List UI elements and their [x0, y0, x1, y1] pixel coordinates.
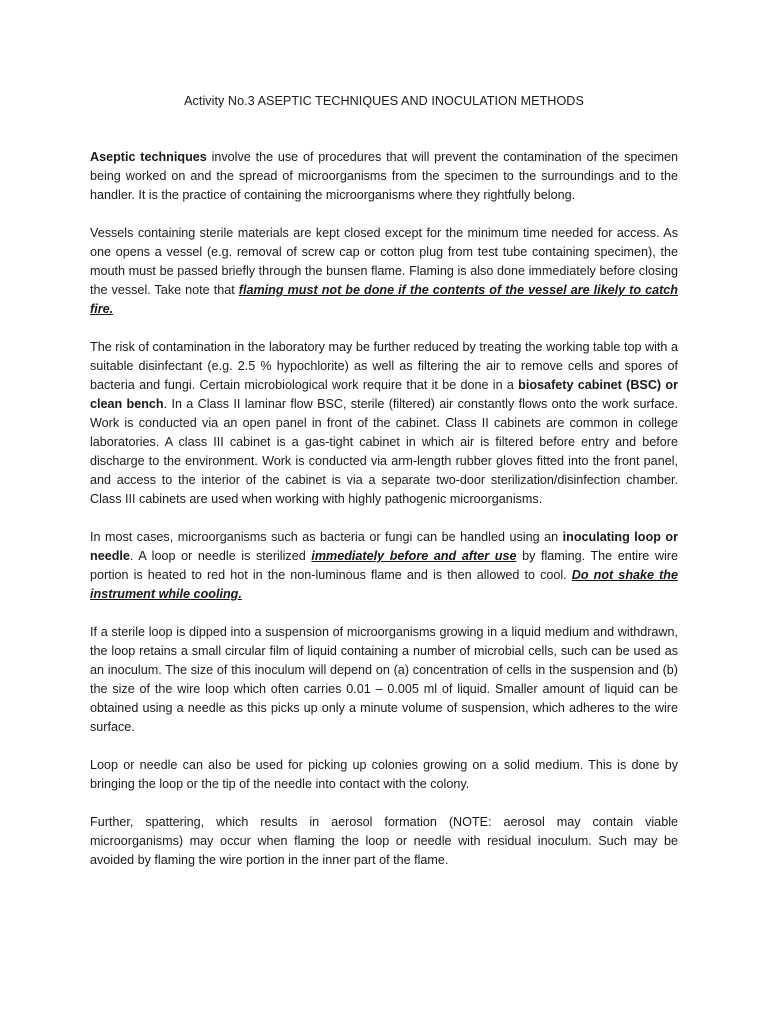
paragraph-text: In most cases, microorganisms such as bacteria or fungi can be handled using an — [90, 530, 563, 544]
paragraph-text: If a sterile loop is dipped into a suspension of microorganisms growing in a liquid medium and withdrawn, the loop retains a small circular film of liquid containing a number of microbial cells, such can be used as an inoculum. The size of this inoculum will depend on (a) concentration of cells in the suspension and (b) the size of the wire loop which often carries 0.01 – 0.005 ml of liquid. Smaller amount of liquid can be obtained using a needle as this picks up only a minute volume of suspension, which adheres to the wire surface. — [90, 625, 678, 734]
paragraph-aseptic-techniques — [90, 148, 678, 205]
term-inoculating-loop: inoculating loop or needle — [90, 530, 678, 563]
paragraph-text: . In a Class II laminar flow BSC, sterile (filtered) air constantly flows onto the work surface. Work is conducted via an open panel in front of the cabinet. Class II cabinets are common in college laboratories. A class III cabinet is a gas-tight cabinet in which air is filtered before entry and before discharge to the environment. Work is conducted via arm-length rubber gloves fitted into the front panel, and access to the interior of the cabinet is via a separate two-door sterilization/disinfection chamber. Class III cabinets are used when working with highly pathogenic microorganisms. — [90, 397, 678, 506]
paragraph-text: . A loop or needle is sterilized — [129, 549, 312, 563]
term-biosafety-cabinet: biosafety cabinet (BSC) or clean bench — [90, 378, 678, 411]
warning-do-not-shake: Do not shake the instrument while cooling. — [90, 568, 678, 601]
paragraph-text: Further, spattering, which results in aerosol formation (NOTE: aerosol may contain viable microorganisms) may occur when flaming the loop or needle with residual inoculum. Such may be avoided by flaming the wire portion in the inner part of the flame. — [90, 815, 678, 867]
paragraph-text: Loop or needle can also be used for picking up colonies growing on a solid medium. This is done by bringing the loop or the tip of the needle into contact with the colony. — [90, 758, 678, 791]
paragraph-vessels — [90, 224, 678, 319]
paragraph-contamination-risk — [90, 338, 678, 509]
term-aseptic-techniques: Aseptic techniques — [90, 150, 207, 164]
paragraph-text: involve the use of procedures that will prevent the contamination of the specimen being worked on and the spread of microorganisms from the specimen to the surroundings and to the handler. It is the practice of containing the microorganisms where they rightfully belong. — [90, 150, 678, 202]
emphasis-before-after-use: immediately before and after use — [311, 549, 517, 563]
paragraph-inoculating-loop — [90, 528, 678, 604]
paragraph-text: by flaming. The entire wire portion is heated to red hot in the non-luminous flame and is then allowed to cool. — [90, 549, 678, 582]
warning-flaming: flaming must not be done if the contents of the vessel are likely to catch fire. — [90, 283, 678, 316]
paragraph-spattering — [90, 813, 678, 870]
paragraph-sterile-loop — [90, 623, 678, 737]
document-title: Activity No.3 ASEPTIC TECHNIQUES AND INOCULATION METHODS — [184, 94, 584, 108]
document-page — [90, 92, 678, 889]
paragraph-text: Vessels containing sterile materials are kept closed except for the minimum time needed for access. As one opens a vessel (e.g. removal of screw cap or cotton plug from test tube containing specimen), the mouth must be passed briefly through the bunsen flame. Flaming is also done immediately before closing the vessel. Take note that — [90, 226, 678, 297]
paragraph-text: The risk of contamination in the laboratory may be further reduced by treating the working table top with a suitable disinfectant (e.g. 2.5 % hypochlorite) as well as filtering the air to remove cells and spores of bacteria and fungi. Certain microbiological work require that it be done in a — [90, 340, 678, 392]
paragraph-picking-colonies — [90, 756, 678, 794]
